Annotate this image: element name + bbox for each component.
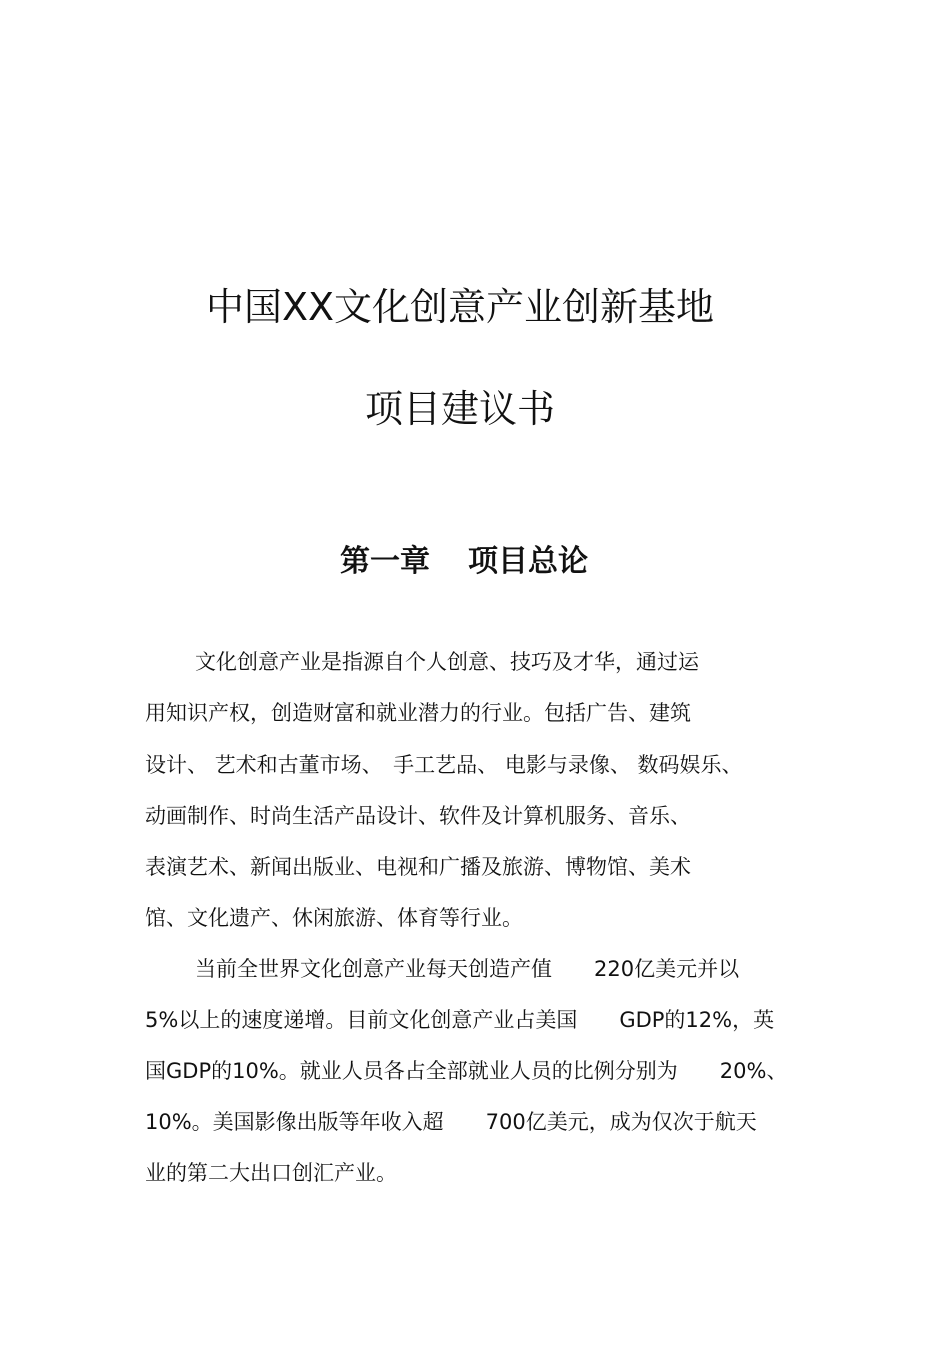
paragraph-1-line-3: 设计、 艺术和古董市场、 手工艺品、 电影与录像、 数码娱乐、 [145, 753, 743, 777]
paragraph-2-line-3: 国GDP的10%。就业人员各占全部就业人员的比例分别为 20%、 [145, 1059, 788, 1083]
document-subtitle: 项目建议书 [364, 387, 555, 431]
chapter-heading [340, 536, 588, 580]
paragraph-1-line-4: 动画制作、时尚生活产品设计、软件及计算机服务、音乐、 [145, 804, 691, 828]
chapter-number: 第一章 [340, 544, 430, 579]
paragraph-2-line-4: 10%。美国影像出版等年收入超 700亿美元，成为仅次于航天 [145, 1110, 757, 1134]
paragraph-1-line-5: 表演艺术、新闻出版业、电视和广播及旅游、博物馆、美术 [145, 855, 691, 879]
chapter-title: 项目总论 [468, 544, 588, 579]
paragraph-1-line-1: 文化创意产业是指源自个人创意、技巧及才华，通过运 [195, 650, 699, 674]
paragraph-2-line-1: 当前全世界文化创意产业每天创造产值 220亿美元并以 [195, 957, 740, 981]
document-title: 中国XX文化创意产业创新基地 [205, 285, 715, 329]
paragraph-1-line-2: 用知识产权，创造财富和就业潜力的行业。包括广告、建筑 [145, 701, 691, 725]
paragraph-2-line-2: 5%以上的速度递增。目前文化创意产业占美国 GDP的12%，英 [145, 1008, 775, 1032]
paragraph-2-line-5: 业的第二大出口创汇产业。 [145, 1161, 397, 1185]
paragraph-1-line-6: 馆、文化遗产、休闲旅游、体育等行业。 [145, 906, 523, 930]
